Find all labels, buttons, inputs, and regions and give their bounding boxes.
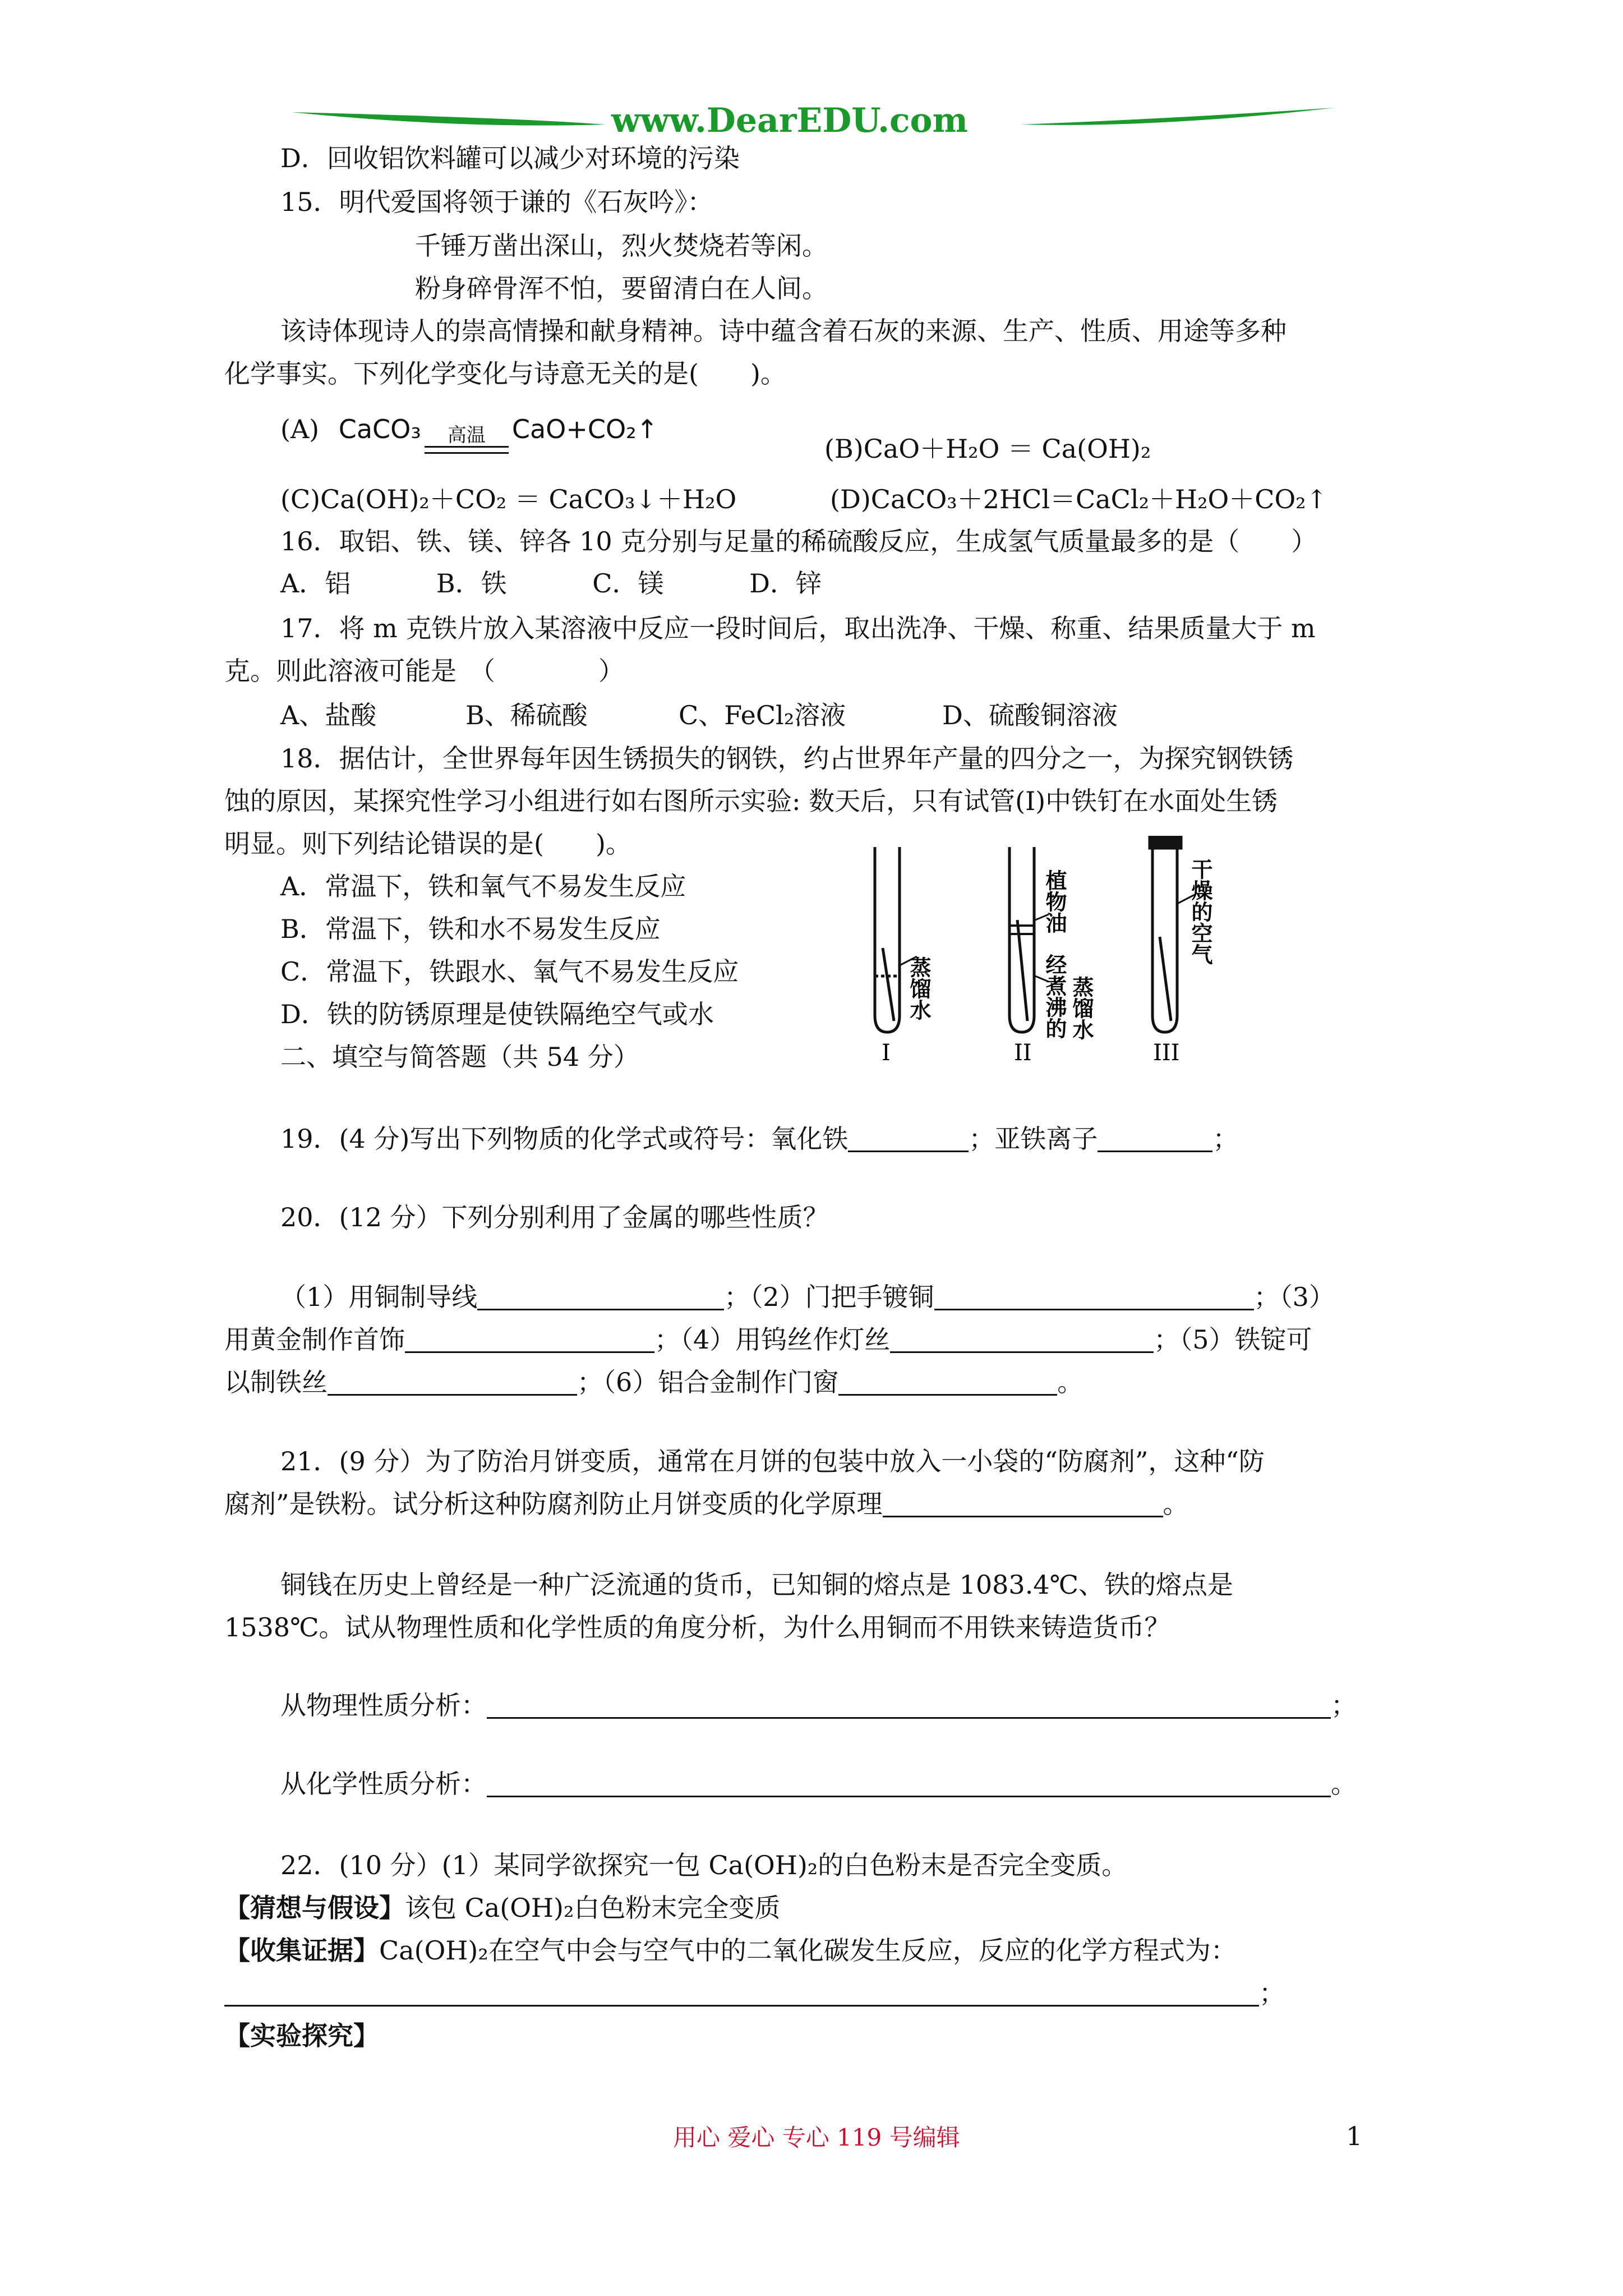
q21-stem: 21．(9 分）为了防治月饼变质，通常在月饼的包装中放入一小袋的“防腐剂”，这种“防 xyxy=(280,1446,1265,1476)
page-number: 1 xyxy=(1346,2121,1363,2151)
banner-swoosh-right xyxy=(1021,108,1335,125)
poem-line-2: 粉身碎骨浑不怕，要留清白在人间。 xyxy=(415,273,828,303)
q16-options: A．铝 B．铁 C．镁 D．锌 xyxy=(280,568,822,599)
tube-1-label: 蒸馏水 xyxy=(906,956,931,1020)
hypothesis: 【猜想与假设】该包 Ca(OH)₂白色粉末完全变质 xyxy=(224,1893,781,1923)
tube-2-label-boiled: 经煮沸的 xyxy=(1042,954,1067,1039)
equation-answer-line: ； xyxy=(224,1976,1285,2010)
q15-option-c: (C)Ca(OH)₂＋CO₂ ＝ CaCO₃↓＋H₂O xyxy=(280,484,737,514)
q17-option-b: B、稀硫酸 xyxy=(465,700,588,730)
q15-option-d: (D)CaCO₃＋2HCl＝CaCl₂＋H₂O＋CO₂↑ xyxy=(830,484,1328,514)
q14-option-d: D．回收铝饮料罐可以减少对环境的污染 xyxy=(280,143,740,173)
answer-blank-equation[interactable] xyxy=(224,1979,1259,2007)
banner-swoosh-left xyxy=(292,112,606,126)
tube-2-oil xyxy=(1009,926,1034,934)
answer-blank-gold-jewelry[interactable] xyxy=(405,1326,654,1353)
q20-line-1: （1）用铜制导线 ；（2）门把手镀铜 ；（3） xyxy=(280,1282,1335,1312)
experiment-heading: 【实验探究】 xyxy=(224,2021,379,2051)
answer-blank-copper-wire[interactable] xyxy=(477,1283,724,1310)
q18-stem: 18．据估计，全世界每年因生锈损失的钢铁，约占世界年产量的四分之一，为探究钢铁锈 xyxy=(280,743,1294,774)
q18-option-b: B．常温下，铁和水不易发生反应 xyxy=(280,914,661,944)
test-tube-figure xyxy=(852,836,1234,1083)
q18-option-d: D．铁的防锈原理是使铁隔绝空气或水 xyxy=(280,999,714,1029)
q21-line-2: 腐剂”是铁粉。试分析这种防腐剂防止月饼变质的化学原理 。 xyxy=(224,1489,1189,1519)
tube-2-label-water: 蒸馏水 xyxy=(1069,976,1094,1040)
tube-2-numeral: II xyxy=(1014,1040,1032,1066)
tube-3-numeral: III xyxy=(1153,1040,1180,1066)
q17-stem: 17．将 m 克铁片放入某溶液中反应一段时间后，取出洗净、干燥、称重、结果质量大于 m xyxy=(280,613,1316,643)
answer-blank-chemical[interactable] xyxy=(487,1770,1331,1797)
tube-1 xyxy=(875,847,900,1032)
tube-3 xyxy=(1152,848,1177,1032)
tube-3-label: 干燥的空气 xyxy=(1188,858,1212,965)
tube-3-nail xyxy=(1160,937,1171,1021)
q17-stem-2: 克。则此溶液可能是 （ ） xyxy=(224,656,624,686)
q17-option-d: D、硫酸铜溶液 xyxy=(942,700,1118,730)
answer-blank-preservative[interactable] xyxy=(883,1490,1163,1517)
q17-option-a: A、盐酸 xyxy=(280,700,377,730)
reaction-condition: 高温 xyxy=(425,425,509,454)
answer-blank-iron-wire[interactable] xyxy=(328,1368,577,1396)
q15-option-a: (A) CaCO₃ 高温 CaO+CO₂↑ xyxy=(280,412,658,454)
copper-coin-text-2: 1538℃。试从物理性质和化学性质的角度分析，为什么用铜而不用铁来铸造货币？ xyxy=(224,1612,1170,1642)
q17-option-c: C、FeCl₂溶液 xyxy=(679,700,846,730)
answer-blank-physical[interactable] xyxy=(487,1691,1331,1719)
chemical-analysis: 从化学性质分析： 。 xyxy=(280,1769,1357,1799)
q15-text-1: 该诗体现诗人的崇高情操和献身精神。诗中蕴含着石灰的来源、生产、性质、用途等多种 xyxy=(280,316,1287,346)
q18-option-a: A．常温下，铁和氧气不易发生反应 xyxy=(280,871,686,901)
q18-option-c: C．常温下，铁跟水、氧气不易发生反应 xyxy=(280,956,739,987)
answer-blank-ferrous-ion[interactable] xyxy=(1098,1125,1212,1152)
site-logo-text: www.DearEDU.com xyxy=(611,101,969,140)
q20-line-2: 用黄金制作首饰 ；（4）用钨丝作灯丝 ；（5）铁锭可 xyxy=(224,1324,1312,1355)
tube-1-nail xyxy=(883,948,894,1021)
tube-1-numeral: I xyxy=(882,1040,891,1066)
tube-2 xyxy=(1009,847,1034,1032)
section-2-title: 二、填空与简答题（共 54 分） xyxy=(280,1042,639,1072)
copper-coin-text-1: 铜钱在历史上曾经是一种广泛流通的货币，已知铜的熔点是 1083.4℃、铁的熔点是 xyxy=(280,1570,1234,1600)
answer-blank-copper-plating[interactable] xyxy=(934,1283,1254,1310)
physical-analysis: 从物理性质分析： ； xyxy=(280,1690,1357,1720)
tube-2-label-oil: 植物油 xyxy=(1042,869,1067,933)
q18-stem-2: 蚀的原因，某探究性学习小组进行如右图所示实验: 数天后，只有试管(I)中铁钉在水面处生锈 xyxy=(224,786,1278,816)
answer-blank-tungsten-filament[interactable] xyxy=(890,1326,1154,1353)
footer-text: 用心 爱心 专心 119 号编辑 xyxy=(673,2124,960,2151)
q22-stem: 22．(10 分）(1）某同学欲探究一包 Ca(OH)₂的白色粉末是否完全变质。 xyxy=(280,1850,1128,1880)
q16-stem: 16．取铝、铁、镁、锌各 10 克分别与足量的稀硫酸反应，生成氢气质量最多的是（ ） xyxy=(280,526,1317,556)
q15-option-b: (B)CaO＋H₂O ＝ Ca(OH)₂ xyxy=(824,434,1151,464)
q18-stem-3: 明显。则下列结论错误的是( )。 xyxy=(224,829,631,859)
header-banner xyxy=(292,95,1335,146)
q15-stem: 15．明代爱国将领于谦的《石灰吟》： xyxy=(280,187,713,217)
answer-blank-aluminum-window[interactable] xyxy=(838,1368,1057,1396)
q19: 19．(4 分)写出下列物质的化学式或符号：氧化铁 ；亚铁离子 ； xyxy=(280,1124,1239,1154)
answer-blank-iron-oxide[interactable] xyxy=(848,1125,969,1152)
q15-text-2: 化学事实。下列化学变化与诗意无关的是( )。 xyxy=(224,358,786,389)
poem-line-1: 千锤万凿出深山，烈火焚烧若等闲。 xyxy=(415,231,828,261)
tube-3-stopper xyxy=(1150,836,1181,848)
evidence: 【收集证据】Ca(OH)₂在空气中会与空气中的二氧化碳发生反应，反应的化学方程式为： xyxy=(224,1935,1237,1966)
q20-line-3: 以制铁丝 ；（6）铝合金制作门窗 。 xyxy=(224,1367,1083,1397)
q20-stem: 20．(12 分）下列分别利用了金属的哪些性质？ xyxy=(280,1202,829,1232)
